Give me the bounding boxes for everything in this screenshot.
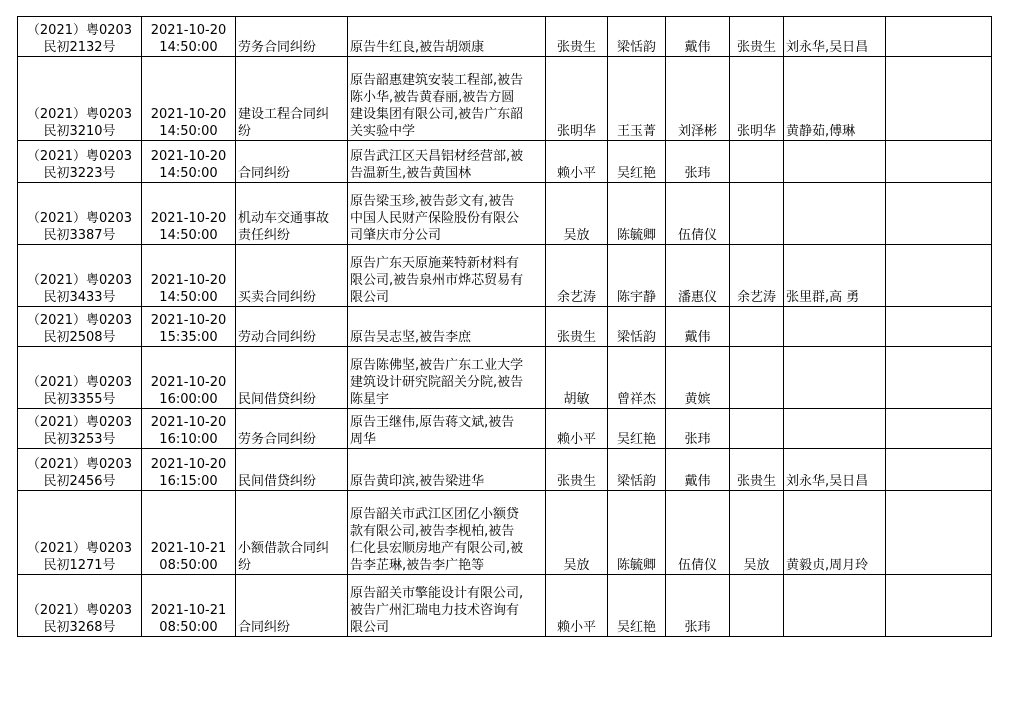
judge-cell: 张贵生: [546, 17, 608, 57]
case-cause-cell-line: 劳务合同纠纷: [238, 40, 317, 55]
hearing-time-cell-line: 2021-10-20: [150, 273, 227, 288]
clerk-cell: 戴伟: [666, 17, 730, 57]
case-number-cell-line: 民初3433号: [43, 290, 116, 305]
judge-cell: 胡敏: [546, 347, 608, 409]
panel-members-cell: 黄毅贞,周月玲: [784, 491, 886, 575]
hearing-time-cell-line: 2021-10-20: [150, 457, 227, 472]
case-number-cell-line: （2021）粤0203: [26, 211, 133, 226]
panel-members-cell: 刘永华,吴日昌: [784, 449, 886, 491]
hearing-time-cell-line: 16:00:00: [159, 392, 218, 407]
parties-cell: [348, 141, 546, 183]
parties-cell: [348, 245, 546, 307]
case-number-cell: [18, 449, 142, 491]
case-cause-cell-line: 劳动合同纠纷: [238, 330, 317, 345]
hearing-time-cell-line: 08:50:00: [159, 620, 218, 635]
case-number-cell: [18, 183, 142, 245]
panel-members-cell: 刘永华,吴日昌: [784, 17, 886, 57]
case-number-cell-line: 民初3210号: [43, 124, 116, 139]
table-body: [18, 17, 992, 637]
hearing-time-cell: [142, 245, 236, 307]
parties-cell-line: 原告梁玉珍,被告彭文有,被告: [350, 194, 515, 209]
case-number-cell-line: （2021）粤0203: [26, 603, 133, 618]
panel-members-cell: [784, 575, 886, 637]
hearing-time-cell-line: 08:50:00: [159, 558, 218, 573]
presiding-judge-cell: [730, 307, 784, 347]
parties-cell: [348, 347, 546, 409]
parties-cell-line: 仁化县宏顺房地产有限公司,被: [350, 541, 524, 556]
hearing-time-cell: [142, 449, 236, 491]
judge-cell: 余艺涛: [546, 245, 608, 307]
assistant-cell: 吴红艳: [608, 409, 666, 449]
hearing-time-cell: [142, 575, 236, 637]
case-number-cell-line: 民初2508号: [43, 330, 116, 345]
hearing-time-cell-line: 15:35:00: [159, 330, 218, 345]
empty-cell: [886, 449, 992, 491]
case-number-cell-line: 民初3355号: [43, 392, 116, 407]
parties-cell: [348, 57, 546, 141]
table-row: [18, 183, 992, 245]
case-number-cell: [18, 409, 142, 449]
case-cause-cell-line: 责任纠纷: [238, 228, 291, 243]
empty-cell: [886, 575, 992, 637]
case-number-cell-line: 民初2132号: [43, 40, 116, 55]
case-cause-cell: [236, 141, 348, 183]
case-number-cell-line: （2021）粤0203: [26, 457, 133, 472]
table-row: [18, 17, 992, 57]
hearing-time-cell-line: 2021-10-20: [150, 375, 227, 390]
panel-members-cell: 黄静茹,傅琳: [784, 57, 886, 141]
parties-cell-line: 关实验中学: [350, 124, 416, 139]
panel-members-cell: [784, 307, 886, 347]
hearing-schedule-table: [17, 16, 992, 637]
assistant-cell: 曾祥杰: [608, 347, 666, 409]
case-cause-cell: [236, 183, 348, 245]
assistant-cell: 吴红艳: [608, 575, 666, 637]
empty-cell: [886, 491, 992, 575]
hearing-time-cell-line: 2021-10-20: [150, 107, 227, 122]
hearing-time-cell: [142, 347, 236, 409]
case-cause-cell-line: 机动车交通事故: [238, 211, 330, 226]
presiding-judge-cell: [730, 575, 784, 637]
case-cause-cell: [236, 449, 348, 491]
clerk-cell: 伍倩仪: [666, 183, 730, 245]
hearing-time-cell-line: 16:10:00: [159, 432, 218, 447]
table-row: [18, 575, 992, 637]
clerk-cell: 伍倩仪: [666, 491, 730, 575]
assistant-cell: 陈宇静: [608, 245, 666, 307]
hearing-time-cell-line: 14:50:00: [159, 290, 218, 305]
hearing-time-cell: [142, 17, 236, 57]
hearing-time-cell-line: 2021-10-20: [150, 313, 227, 328]
parties-cell-line: 原告韶关市武江区团亿小额贷: [350, 507, 520, 522]
case-number-cell: [18, 491, 142, 575]
case-number-cell: [18, 307, 142, 347]
case-number-cell-line: 民初2456号: [43, 474, 116, 489]
presiding-judge-cell: [730, 347, 784, 409]
assistant-cell: 吴红艳: [608, 141, 666, 183]
presiding-judge-cell: 余艺涛: [730, 245, 784, 307]
judge-cell: 赖小平: [546, 575, 608, 637]
case-number-cell-line: （2021）粤0203: [26, 313, 133, 328]
empty-cell: [886, 409, 992, 449]
clerk-cell: 张玮: [666, 141, 730, 183]
case-number-cell-line: （2021）粤0203: [26, 375, 133, 390]
parties-cell: [348, 183, 546, 245]
hearing-time-cell-line: 2021-10-20: [150, 149, 227, 164]
case-cause-cell-line: 买卖合同纠纷: [238, 290, 317, 305]
case-cause-cell: [236, 307, 348, 347]
case-number-cell-line: （2021）粤0203: [26, 107, 133, 122]
hearing-time-cell-line: 14:50:00: [159, 40, 218, 55]
clerk-cell: 潘惠仪: [666, 245, 730, 307]
hearing-time-cell: [142, 183, 236, 245]
parties-cell-line: 原告吴志坚,被告李庶: [350, 330, 472, 345]
hearing-time-cell-line: 14:50:00: [159, 166, 218, 181]
case-number-cell-line: （2021）粤0203: [26, 541, 133, 556]
case-cause-cell-line: 纷: [238, 124, 252, 139]
case-cause-cell: [236, 17, 348, 57]
hearing-time-cell-line: 2021-10-20: [150, 211, 227, 226]
case-number-cell-line: （2021）粤0203: [26, 149, 133, 164]
case-cause-cell: [236, 347, 348, 409]
parties-cell-line: 限公司,被告泉州市烨芯贸易有: [350, 273, 524, 288]
empty-cell: [886, 17, 992, 57]
hearing-time-cell-line: 2021-10-21: [150, 541, 227, 556]
hearing-time-cell-line: 14:50:00: [159, 228, 218, 243]
hearing-time-cell-line: 2021-10-21: [150, 603, 227, 618]
presiding-judge-cell: 吴放: [730, 491, 784, 575]
assistant-cell: 王玉菁: [608, 57, 666, 141]
case-number-cell: [18, 347, 142, 409]
clerk-cell: 张玮: [666, 409, 730, 449]
panel-members-cell: [784, 347, 886, 409]
parties-cell-line: 原告韶关市擎能设计有限公司,: [350, 586, 524, 601]
table-row: [18, 141, 992, 183]
parties-cell-line: 限公司: [350, 290, 390, 305]
case-cause-cell: [236, 245, 348, 307]
parties-cell: [348, 449, 546, 491]
case-number-cell-line: （2021）粤0203: [26, 415, 133, 430]
parties-cell-line: 原告牛红良,被告胡颂康: [350, 40, 485, 55]
parties-cell-line: 告李芷琳,被告李广艳等: [350, 558, 485, 573]
parties-cell-line: 建筑设计研究院韶关分院,被告: [350, 375, 524, 390]
parties-cell-line: 原告武江区天昌铝材经营部,被: [350, 149, 524, 164]
hearing-time-cell-line: 16:15:00: [159, 474, 218, 489]
clerk-cell: 戴伟: [666, 449, 730, 491]
case-cause-cell-line: 民间借贷纠纷: [238, 392, 317, 407]
case-cause-cell-line: 建设工程合同纠: [238, 107, 330, 122]
presiding-judge-cell: 张贵生: [730, 17, 784, 57]
case-cause-cell-line: 小额借款合同纠: [238, 541, 330, 556]
assistant-cell: 梁恬韵: [608, 307, 666, 347]
parties-cell-line: 原告陈佛坚,被告广东工业大学: [350, 358, 524, 373]
case-number-cell: [18, 57, 142, 141]
presiding-judge-cell: [730, 141, 784, 183]
parties-cell-line: 周华: [350, 432, 377, 447]
hearing-time-cell: [142, 307, 236, 347]
parties-cell-line: 原告韶惠建筑安装工程部,被告: [350, 73, 524, 88]
parties-cell-line: 原告黄印滨,被告梁进华: [350, 474, 485, 489]
hearing-time-cell: [142, 57, 236, 141]
empty-cell: [886, 57, 992, 141]
judge-cell: 吴放: [546, 491, 608, 575]
parties-cell-line: 中国人民财产保险股份有限公: [350, 211, 520, 226]
parties-cell-line: 告温新生,被告黄国林: [350, 166, 472, 181]
case-cause-cell-line: 合同纠纷: [238, 166, 291, 181]
parties-cell-line: 原告广东天原施莱特新材料有: [350, 256, 520, 271]
panel-members-cell: [784, 409, 886, 449]
case-cause-cell-line: 民间借贷纠纷: [238, 474, 317, 489]
clerk-cell: 张玮: [666, 575, 730, 637]
case-number-cell: [18, 245, 142, 307]
hearing-time-cell-line: 2021-10-20: [150, 415, 227, 430]
hearing-time-cell: [142, 409, 236, 449]
hearing-time-cell-line: 2021-10-20: [150, 23, 227, 38]
case-cause-cell: [236, 57, 348, 141]
parties-cell: [348, 307, 546, 347]
judge-cell: 张贵生: [546, 449, 608, 491]
assistant-cell: 陈毓卿: [608, 183, 666, 245]
parties-cell-line: 限公司: [350, 620, 390, 635]
parties-cell-line: 款有限公司,被告李枧柏,被告: [350, 524, 515, 539]
parties-cell-line: 陈小华,被告黄春丽,被告方圆: [350, 90, 515, 105]
parties-cell: [348, 491, 546, 575]
clerk-cell: 刘泽彬: [666, 57, 730, 141]
presiding-judge-cell: [730, 409, 784, 449]
judge-cell: 赖小平: [546, 409, 608, 449]
judge-cell: 吴放: [546, 183, 608, 245]
table-row: [18, 347, 992, 409]
parties-cell: [348, 409, 546, 449]
presiding-judge-cell: [730, 183, 784, 245]
table-row: [18, 409, 992, 449]
hearing-time-cell: [142, 141, 236, 183]
empty-cell: [886, 183, 992, 245]
parties-cell: [348, 575, 546, 637]
presiding-judge-cell: 张明华: [730, 57, 784, 141]
panel-members-cell: [784, 183, 886, 245]
case-number-cell-line: 民初3268号: [43, 620, 116, 635]
assistant-cell: 陈毓卿: [608, 491, 666, 575]
case-number-cell: [18, 575, 142, 637]
judge-cell: 张明华: [546, 57, 608, 141]
parties-cell: [348, 17, 546, 57]
judge-cell: 赖小平: [546, 141, 608, 183]
case-number-cell-line: （2021）粤0203: [26, 23, 133, 38]
clerk-cell: 戴伟: [666, 307, 730, 347]
assistant-cell: 梁恬韵: [608, 17, 666, 57]
case-number-cell-line: 民初3223号: [43, 166, 116, 181]
parties-cell-line: 陈星宇: [350, 392, 390, 407]
table-row: [18, 245, 992, 307]
assistant-cell: 梁恬韵: [608, 449, 666, 491]
table-row: [18, 307, 992, 347]
case-cause-cell-line: 纷: [238, 558, 252, 573]
hearing-time-cell-line: 14:50:00: [159, 124, 218, 139]
table-row: [18, 57, 992, 141]
parties-cell-line: 原告王继伟,原告蒋文斌,被告: [350, 415, 515, 430]
case-number-cell-line: （2021）粤0203: [26, 273, 133, 288]
case-cause-cell-line: 合同纠纷: [238, 620, 291, 635]
case-number-cell: [18, 141, 142, 183]
case-number-cell-line: 民初1271号: [43, 558, 116, 573]
panel-members-cell: [784, 141, 886, 183]
empty-cell: [886, 347, 992, 409]
case-number-cell-line: 民初3253号: [43, 432, 116, 447]
empty-cell: [886, 141, 992, 183]
parties-cell-line: 司肇庆市分公司: [350, 228, 442, 243]
parties-cell-line: 建设集团有限公司,被告广东韶: [350, 107, 524, 122]
empty-cell: [886, 307, 992, 347]
clerk-cell: 黄嫔: [666, 347, 730, 409]
panel-members-cell: 张里群,高 勇: [784, 245, 886, 307]
hearing-time-cell: [142, 491, 236, 575]
case-cause-cell-line: 劳务合同纠纷: [238, 432, 317, 447]
judge-cell: 张贵生: [546, 307, 608, 347]
presiding-judge-cell: 张贵生: [730, 449, 784, 491]
table-row: [18, 449, 992, 491]
case-number-cell: [18, 17, 142, 57]
case-cause-cell: [236, 491, 348, 575]
parties-cell-line: 被告广州汇瑞电力技术咨询有: [350, 603, 520, 618]
case-cause-cell: [236, 575, 348, 637]
case-cause-cell: [236, 409, 348, 449]
case-number-cell-line: 民初3387号: [43, 228, 116, 243]
empty-cell: [886, 245, 992, 307]
table-row: [18, 491, 992, 575]
